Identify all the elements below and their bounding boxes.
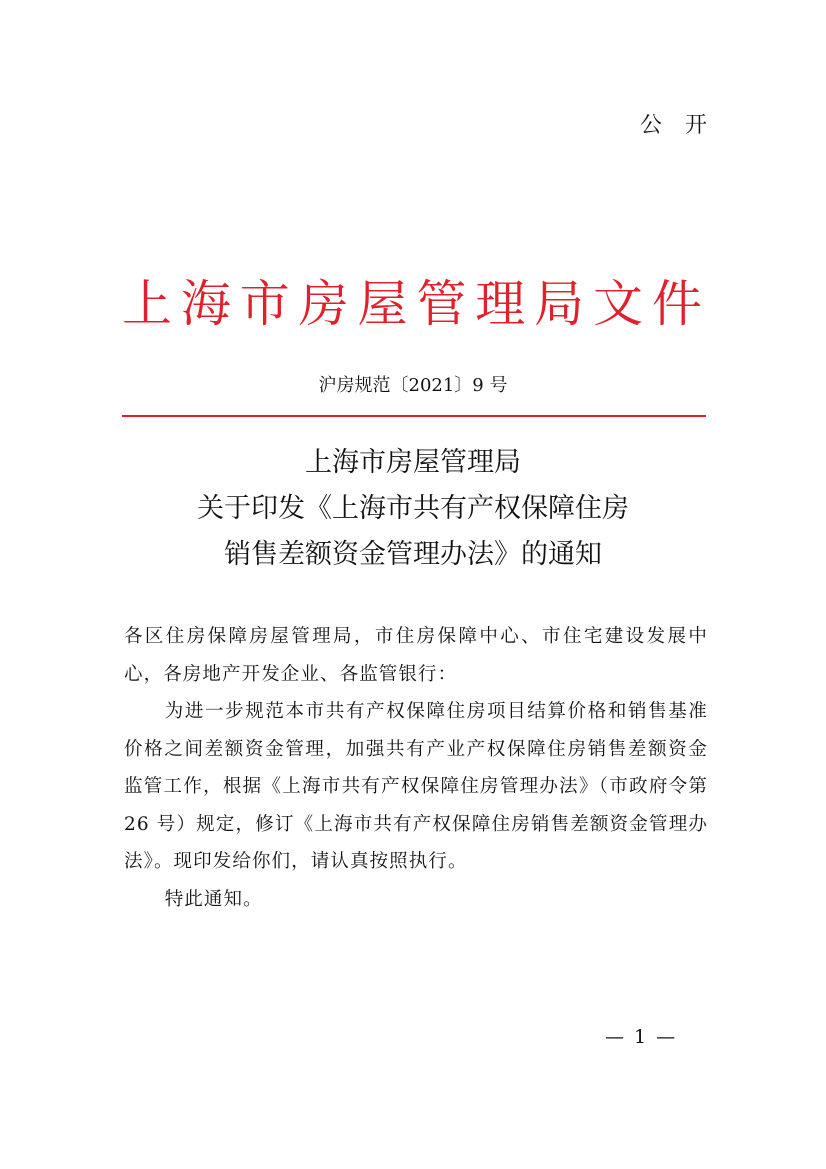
title-line-2: 关于印发《上海市共有产权保障住房 bbox=[197, 493, 629, 524]
issuer-banner-char: 管 bbox=[416, 275, 467, 333]
document-title bbox=[0, 440, 826, 578]
closing-line: 特此通知。 bbox=[164, 888, 263, 910]
red-divider bbox=[122, 415, 706, 417]
issuer-banner-char: 房 bbox=[298, 275, 349, 333]
issuer-banner-char: 上 bbox=[122, 275, 172, 333]
issuer-banner-char: 市 bbox=[239, 275, 290, 333]
classification-label: 公 开 bbox=[640, 113, 715, 138]
addressees: 各区住房保障房屋管理局，市住房保障中心、市住宅建设发展中心，各房地产开发企业、各监管银行： bbox=[124, 626, 708, 685]
issuer-banner-char: 件 bbox=[651, 275, 702, 333]
issuer-banner-char: 海 bbox=[180, 275, 231, 333]
document-number: 沪房规范〔2021〕9 号 bbox=[318, 375, 508, 396]
title-line-1: 上海市房屋管理局 bbox=[305, 447, 521, 478]
issuer-banner-char: 理 bbox=[475, 275, 526, 333]
issuer-banner-char: 屋 bbox=[357, 275, 408, 333]
page-number: — 1 — bbox=[605, 1026, 678, 1048]
issuer-banner-char: 文 bbox=[593, 275, 643, 333]
title-line-3: 销售差额资金管理办法》的通知 bbox=[224, 539, 602, 570]
document-body bbox=[124, 618, 708, 918]
body-paragraph: 为进一步规范本市共有产权保障住房项目结算价格和销售基准价格之间差额资金管理，加强共有产业产权保障住房销售差额资金监管工作，根据《上海市共有产权保障住房管理办法》（市政府令第 26 号）规定，修订《上海市共有产权保障住房销售差额资金管理办法》。现印发给你们，请认真按照执行。 bbox=[124, 701, 708, 872]
issuer-banner bbox=[122, 272, 702, 336]
issuer-banner-char: 局 bbox=[534, 275, 585, 333]
